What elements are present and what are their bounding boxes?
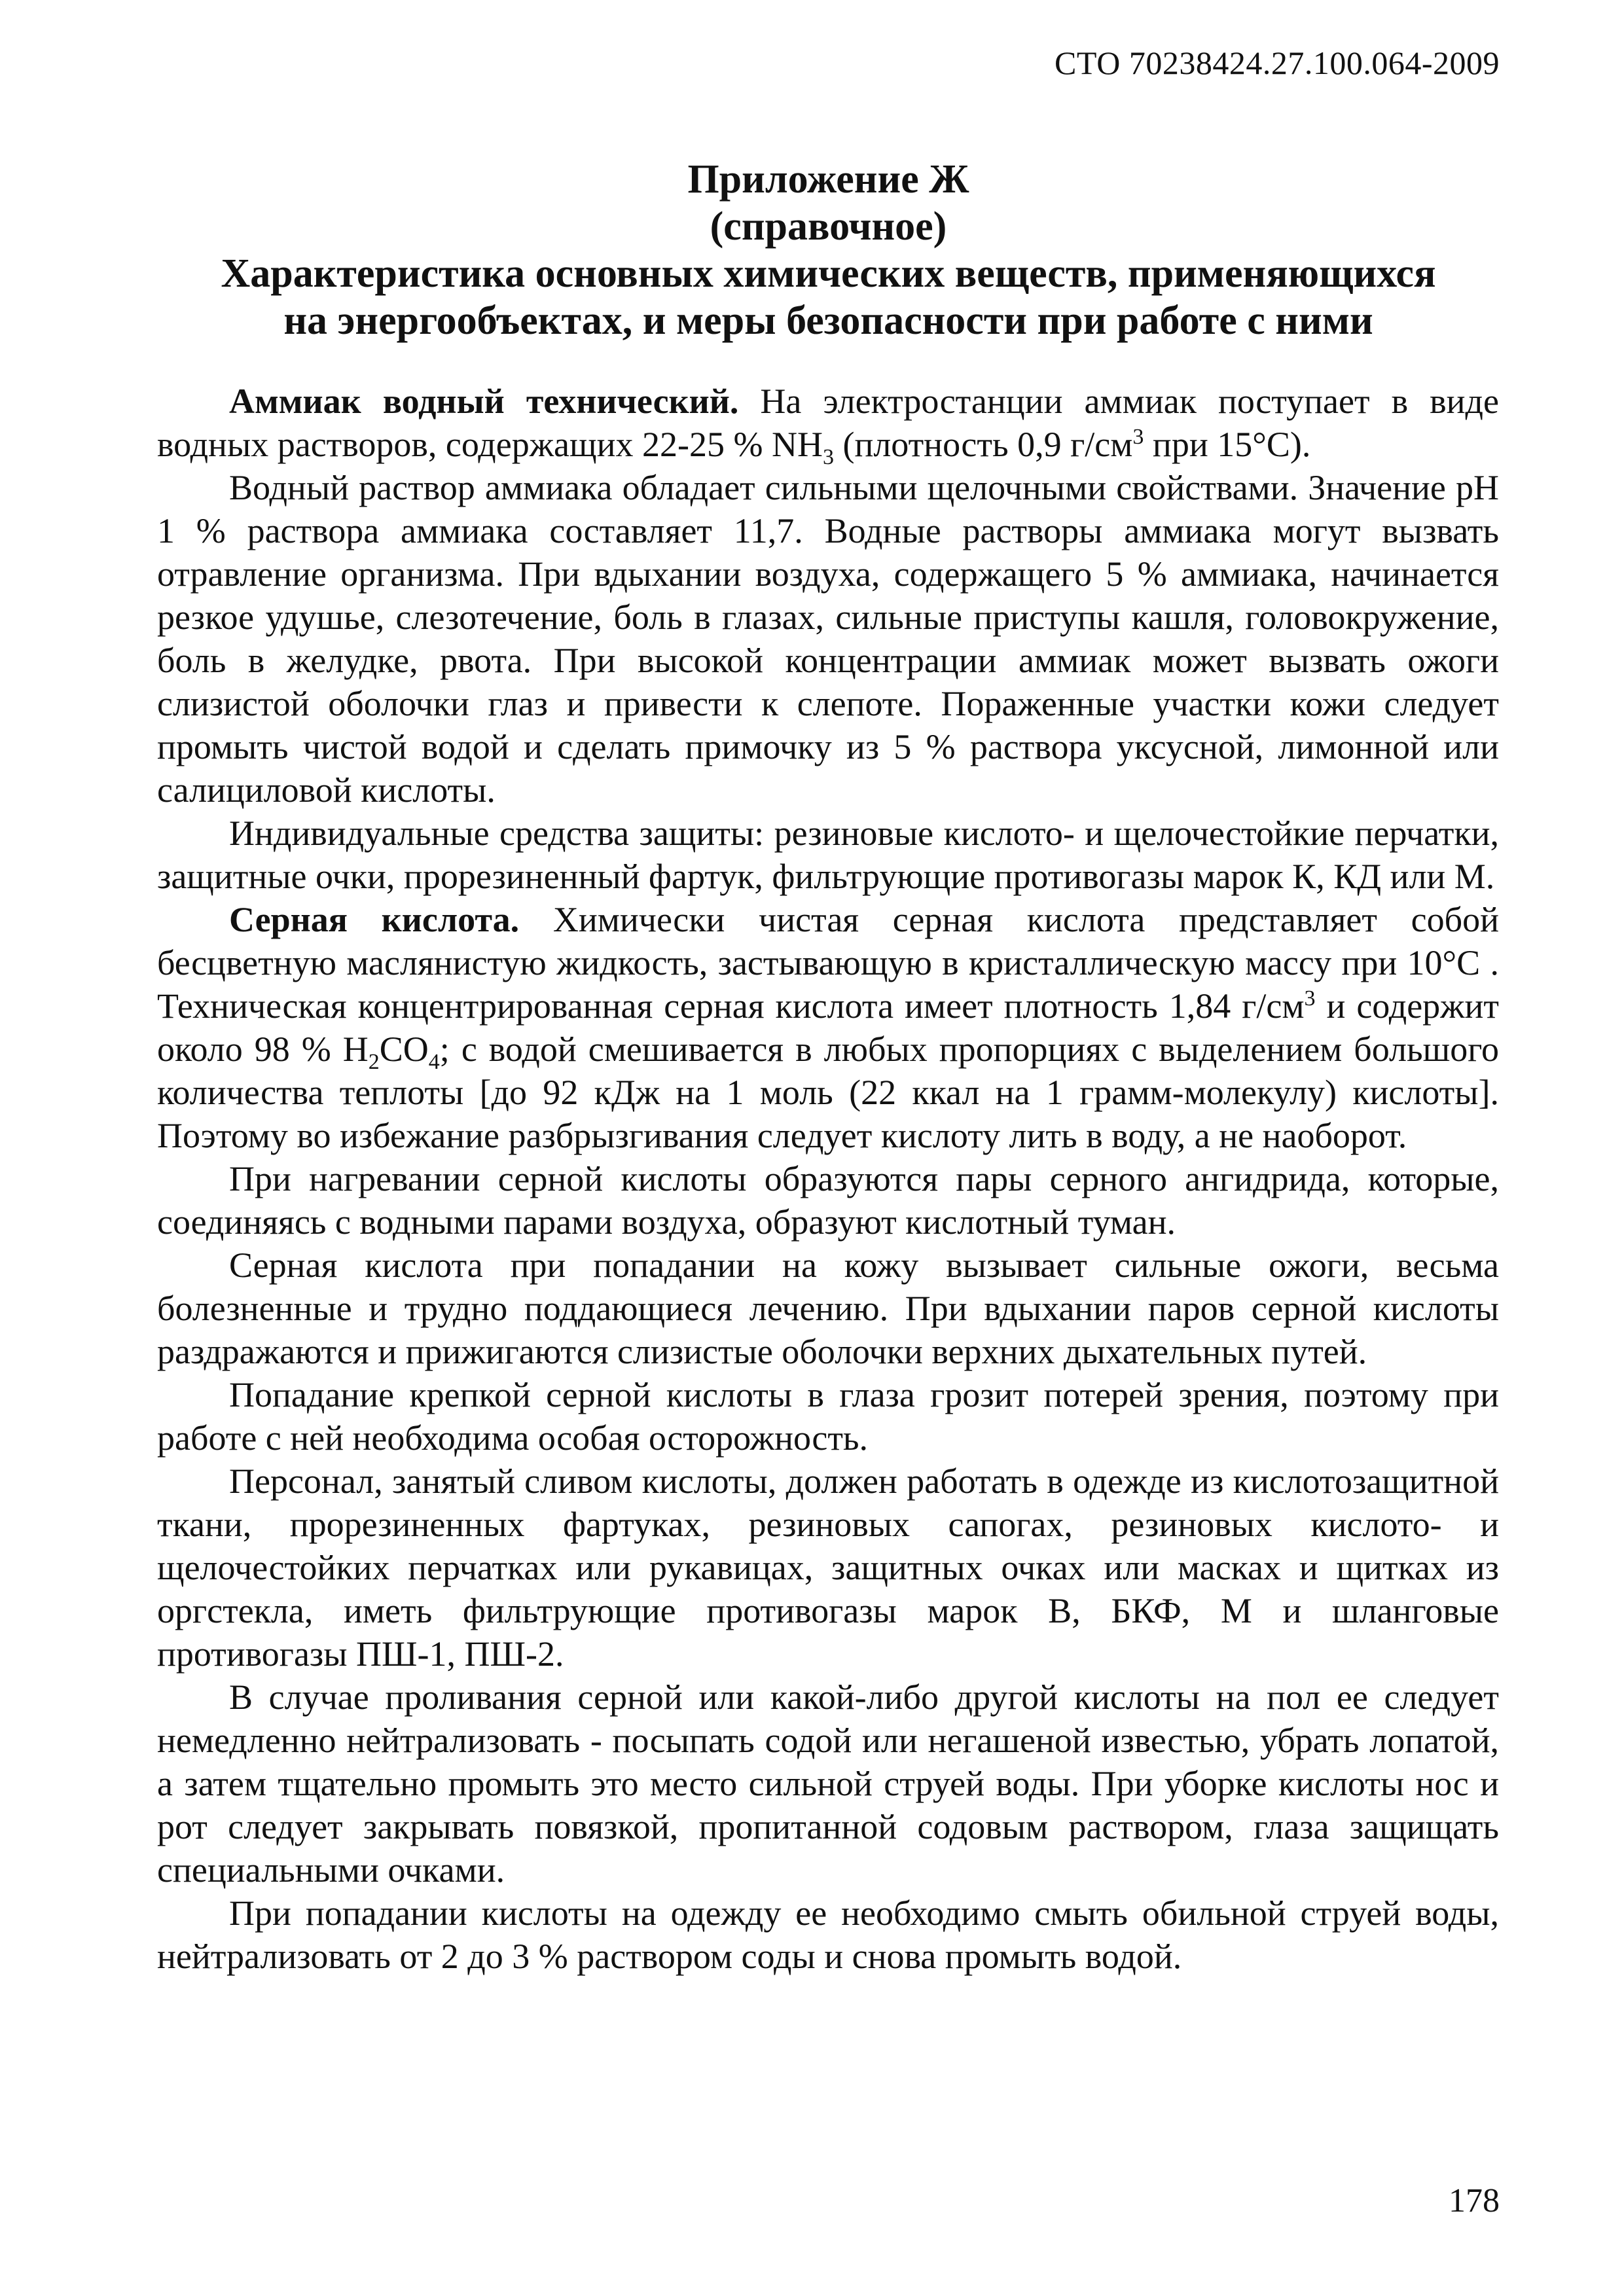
paragraph: При нагревании серной кислоты образуются пары серного ангидрида, которые, соединяясь с водными парами воздуха, образуют кислотный туман. xyxy=(157,1159,1499,1242)
text-run: На электростанции аммиак поступает в виде водных растворов, содержащих 22-25 % NH xyxy=(157,382,1499,464)
document-body xyxy=(157,380,1499,1978)
appendix-heading-line-2: на энергообъектах, и меры безопасности при работе с ними xyxy=(283,298,1373,343)
superscript: 3 xyxy=(1132,425,1144,449)
section-lead-sulfuric-acid: Серная кислота. xyxy=(229,900,520,939)
text-run: при 15°С). xyxy=(1144,425,1311,464)
text-run: (плотность 0,9 г/см xyxy=(833,425,1133,464)
text-run: Химически чистая серная кислота представляет собой бесцветную маслянистую жидкость, застывающую в кристаллическую массу при 10°С . Техническая концентрированная серная кислота имеет плотность 1,84 г/см xyxy=(157,900,1499,1026)
paragraph: Водный раствор аммиака обладает сильными щелочными свойствами. Значение рН 1 % раствора аммиака составляет 11,7. Водные растворы аммиака могут вызвать отравление организма. При вдыхании воздуха, содержащего 5 % аммиака, начинается резкое удушье, слезотечение, боль в глазах, сильные приступы кашля, головокружение, боль в желудке, рвота. При высокой концентрации аммиак может вызвать ожоги слизистой оболочки глаз и привести к слепоте. Пораженные участки кожи следует промыть чистой водой и сделать примочку из 5 % раствора уксусной, лимонной или салициловой кислоты. xyxy=(157,468,1499,810)
paragraph: Персонал, занятый сливом кислоты, должен работать в одежде из кислотозащитной ткани, прорезиненных фартуках, резиновых сапогах, резиновых кислото- и щелочестойких перчатках или рукавицах, защитных очках или масках и щитках из оргстекла, иметь фильтрующие противогазы марок В, БКФ, М и шланговые противогазы ПШ-1, ПШ-2. xyxy=(157,1462,1499,1674)
appendix-heading-line-1: Характеристика основных химических веществ, применяющихся xyxy=(221,251,1436,296)
subscript: 4 xyxy=(428,1049,440,1074)
paragraph: В случае проливания серной или какой-либо другой кислоты на пол ее следует немедленно нейтрализовать - посыпать содой или негашеной известью, убрать лопатой, а затем тщательно промыть это место сильной струей воды. При уборке кислоты нос и рот следует закрывать повязкой, пропитанной содовым раствором, глаза защищать специальными очками. xyxy=(157,1677,1499,1890)
appendix-title xyxy=(157,156,1500,344)
text-run: CO xyxy=(379,1030,429,1069)
section-lead-ammonia: Аммиак водный технический. xyxy=(229,382,739,421)
superscript: 3 xyxy=(1304,986,1316,1011)
paragraph: Серная кислота при попадании на кожу вызывает сильные ожоги, весьма болезненные и трудно поддающиеся лечению. При вдыхании паров серной кислоты раздражаются и прижигаются слизистые оболочки верхних дыхательных путей. xyxy=(157,1246,1499,1371)
paragraph-sulfuric-acid-intro xyxy=(157,898,1499,1157)
text-run: ; с водой смешивается в любых пропорциях с выделением большого количества теплоты [до 92 кДж на 1 моль (22 ккал на 1 грамм-молекулу) кислоты]. Поэтому во избежание разбрызгивания следует кислоту лить в воду, а не наоборот. xyxy=(157,1030,1499,1155)
paragraph: Попадание крепкой серной кислоты в глаза грозит потерей зрения, поэтому при работе с ней необходима особая осторожность. xyxy=(157,1375,1499,1458)
appendix-type: (справочное) xyxy=(710,204,947,249)
subscript: 2 xyxy=(368,1049,380,1074)
document-code: СТО 70238424.27.100.064-2009 xyxy=(1055,45,1500,81)
text-run: и содержит около 98 % H xyxy=(157,986,1499,1069)
subscript: 3 xyxy=(822,444,834,469)
appendix-label: Приложение Ж xyxy=(687,157,969,202)
paragraph-ammonia-intro xyxy=(157,380,1499,469)
paragraph: При попадании кислоты на одежду ее необходимо смыть обильной струей воды, нейтрализовать от 2 до 3 % раствором соды и снова промыть водой. xyxy=(157,1893,1499,1976)
paragraph: Индивидуальные средства защиты: резиновые кислото- и щелочестойкие перчатки, защитные очки, прорезиненный фартук, фильтрующие противогазы марок К, КД или М. xyxy=(157,814,1499,896)
page-number: 178 xyxy=(1449,2182,1500,2219)
